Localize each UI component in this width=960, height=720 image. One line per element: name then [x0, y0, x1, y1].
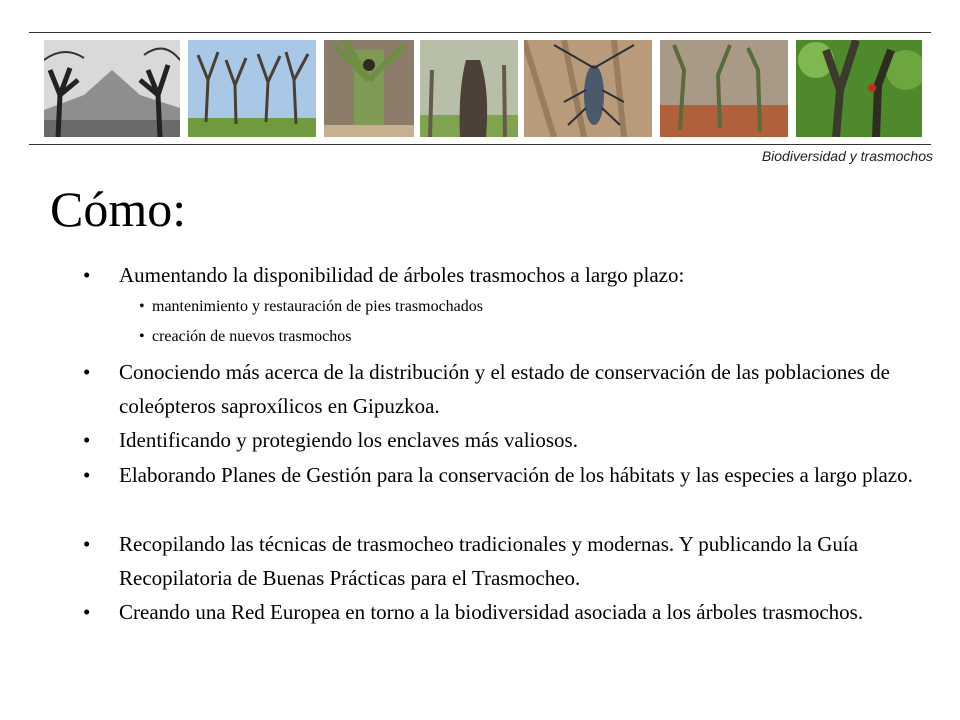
bullet-marker: •: [139, 298, 145, 315]
photo-beech-forest-slope: [660, 40, 788, 137]
bullet-text: Aumentando la disponibilidad de árboles trasmochos a largo plazo:: [119, 263, 685, 287]
photo-mossy-pollard-trunk: [324, 40, 414, 137]
bullet-text: Creando una Red Europea en torno a la biodiversidad asociada a los árboles trasmochos.: [119, 600, 864, 624]
bullet-text: Recopilando las técnicas de trasmocheo tradicionales y modernas. Y publicando la Guía Recopilatoria de Buenas Prácticas para el Trasmocheo.: [119, 532, 859, 590]
header-bottom-rule: [29, 144, 931, 145]
photo-forest-pollard: [420, 40, 518, 137]
bullet-text: Identificando y protegiendo los enclaves más valiosos.: [119, 428, 578, 452]
photo-pollarded-grove-sky: [188, 40, 316, 137]
slide-title: Cómo:: [50, 181, 187, 237]
photo-longhorn-beetle: [524, 40, 652, 137]
sub-bullet-text: mantenimiento y restauración de pies trasmochados: [152, 298, 484, 315]
bullet-marker: •: [83, 263, 91, 287]
header-subtitle: Biodiversidad y trasmochos: [761, 148, 933, 164]
bullet-marker: •: [83, 428, 91, 452]
bullet-marker: •: [83, 532, 91, 556]
bullet-marker: •: [83, 600, 91, 624]
bullet-marker: •: [83, 360, 91, 384]
photo-pollard-trees-mountain: [44, 40, 180, 137]
bullet-text: Elaborando Planes de Gestión para la conservación de los hábitats y las especies a largo plazo.: [119, 463, 913, 487]
header-top-rule: [29, 32, 931, 33]
bullet-marker: •: [83, 463, 91, 487]
bullet-marker: •: [139, 328, 145, 345]
sub-bullet-text: creación de nuevos trasmochos: [152, 328, 352, 345]
photo-green-pollard: [796, 40, 922, 137]
bullet-text: Conociendo más acerca de la distribución y el estado de conservación de las poblaciones de coleópteros saproxílicos en Gipuzkoa.: [119, 360, 890, 418]
